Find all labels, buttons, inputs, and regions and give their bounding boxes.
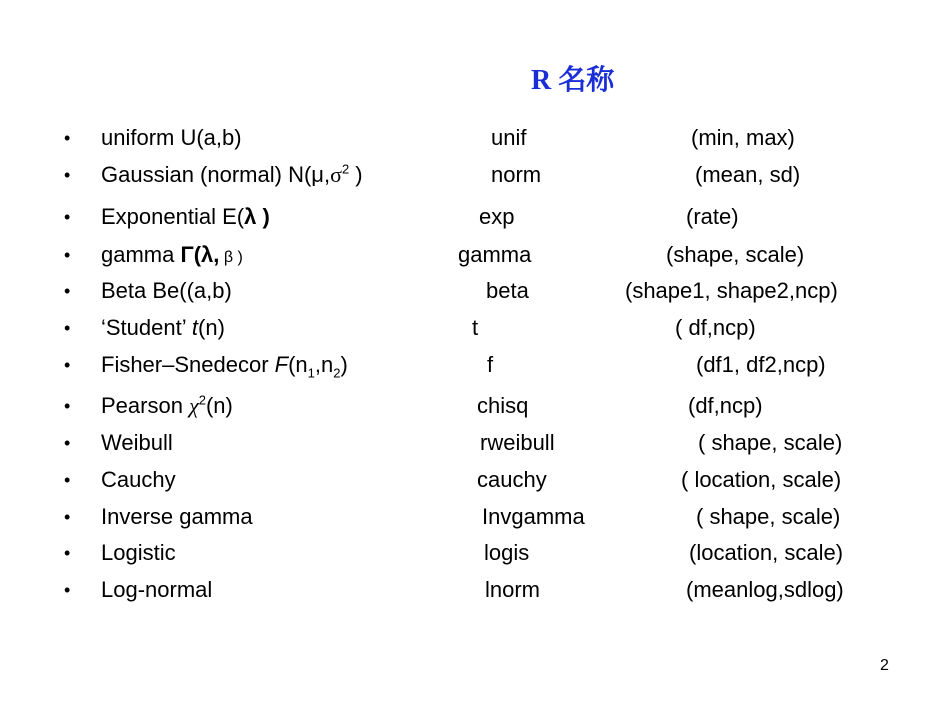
r-function-name: f — [487, 352, 494, 377]
distribution-name: Exponential E(λ ) — [101, 204, 270, 229]
list-item — [0, 575, 950, 605]
distribution-name: Inverse gamma — [101, 504, 253, 529]
r-function-name: exp — [479, 204, 515, 229]
bullet: • — [64, 355, 71, 375]
parameters: (rate) — [686, 204, 739, 229]
bullet: • — [64, 318, 71, 338]
distribution-name: Log-normal — [101, 577, 213, 602]
list-item — [0, 276, 950, 306]
list-item — [0, 202, 950, 232]
r-function-name: Invgamma — [482, 504, 585, 529]
bullet: • — [64, 128, 71, 148]
distribution-name: Weibull — [101, 430, 173, 455]
distribution-name: Pearson $\chi^2(n)$ — [101, 392, 233, 418]
r-function-name: unif — [491, 125, 527, 150]
parameters: (location, scale) — [689, 540, 844, 565]
parameters: ( shape, scale) — [696, 504, 841, 529]
parameters: (min, max) — [691, 125, 795, 150]
bullet: • — [64, 470, 71, 490]
list-item — [0, 428, 950, 458]
bullet: • — [64, 507, 71, 527]
list-item — [0, 350, 950, 380]
r-function-name: norm — [491, 162, 542, 187]
bullet: • — [64, 543, 71, 563]
distribution-name: Beta Be((a,b) — [101, 278, 232, 303]
bullet: • — [64, 281, 71, 301]
r-function-name: chisq — [477, 393, 529, 418]
distribution-name: gamma Γ(λ, β ) — [101, 242, 243, 267]
list-item — [0, 160, 950, 190]
parameters: (meanlog,sdlog) — [686, 577, 844, 602]
r-function-name: lnorm — [485, 577, 541, 602]
parameters: (shape1, shape2,ncp) — [625, 278, 838, 303]
r-function-name: cauchy — [477, 467, 547, 492]
distribution-name: uniform U(a,b) — [101, 125, 242, 150]
r-function-name: rweibull — [480, 430, 555, 455]
parameters: ( df,ncp) — [675, 315, 756, 340]
bullet: • — [64, 396, 71, 416]
parameters: ( location, scale) — [681, 467, 842, 492]
slide-title: R 名称 — [531, 65, 615, 96]
parameters: (df,ncp) — [688, 393, 763, 418]
parameters: (shape, scale) — [666, 242, 805, 267]
bullet: • — [64, 245, 71, 265]
list-item — [0, 391, 950, 421]
parameters: ( shape, scale) — [698, 430, 843, 455]
list-item — [0, 123, 950, 153]
r-function-name: logis — [484, 540, 530, 565]
list-item — [0, 313, 950, 343]
parameters: (mean, sd) — [695, 162, 801, 187]
distribution-name: Cauchy — [101, 467, 176, 492]
r-function-name: t — [472, 315, 479, 340]
r-function-name: beta — [486, 278, 529, 303]
list-item — [0, 502, 950, 532]
list-item — [0, 240, 950, 270]
list-item — [0, 538, 950, 568]
parameters: (df1, df2,ncp) — [696, 352, 826, 377]
distribution-name: Logistic — [101, 540, 176, 565]
r-function-name: gamma — [458, 242, 532, 267]
page-number: 2 — [880, 657, 889, 674]
bullet: • — [64, 165, 71, 185]
distribution-name: ‘Student’ t(n) — [101, 315, 225, 340]
distribution-name: Fisher–Snedecor $F(n_1,n_2)$ — [101, 352, 348, 381]
list-item — [0, 465, 950, 495]
distribution-name: Gaussian (normal) $N(\mu,\sigma^2$ ) — [101, 161, 363, 187]
bullet: • — [64, 580, 71, 600]
bullet: • — [64, 207, 71, 227]
bullet: • — [64, 433, 71, 453]
